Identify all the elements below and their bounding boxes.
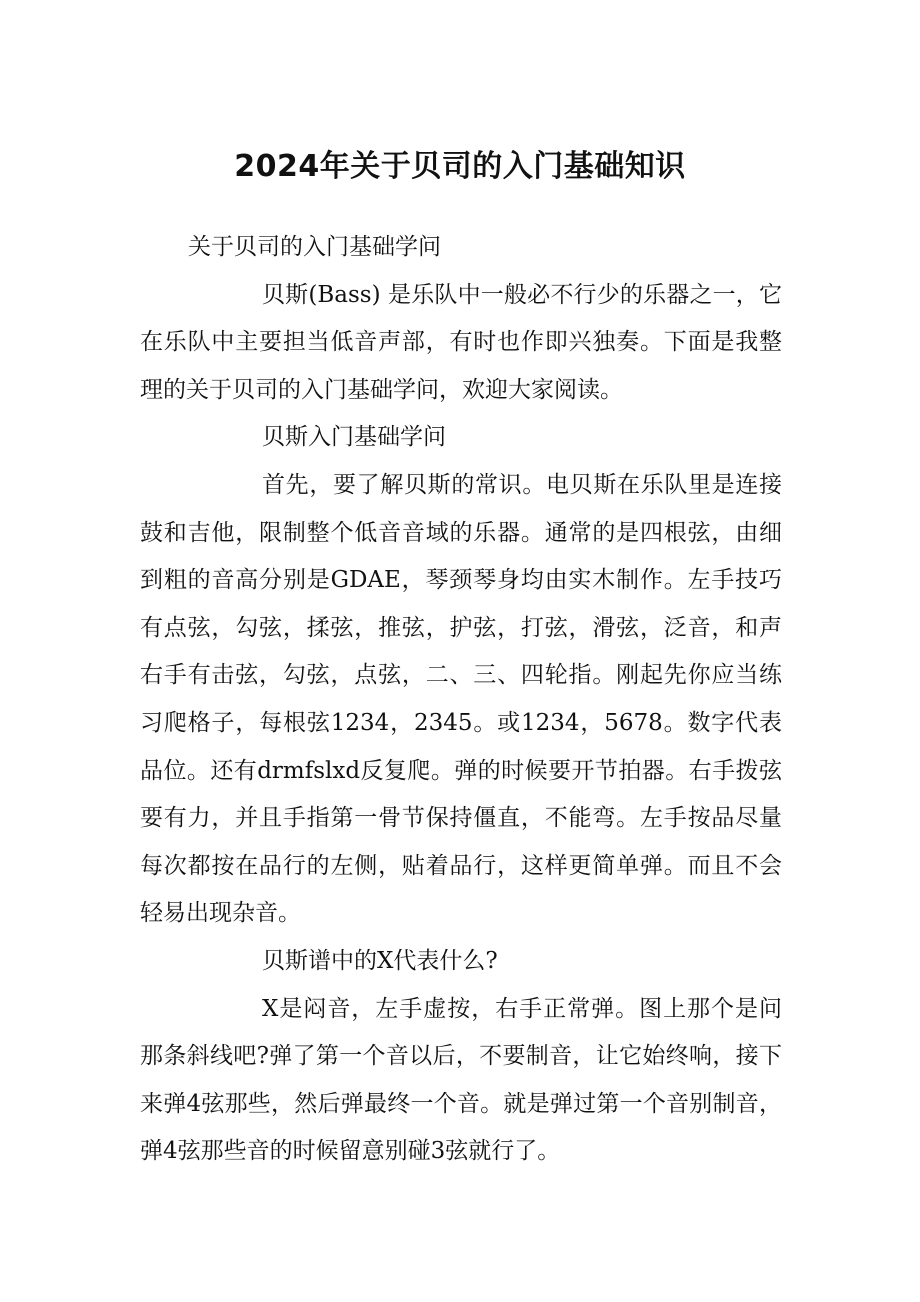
section-subtitle: 关于贝司的入门基础学问 xyxy=(188,234,441,260)
document-body xyxy=(140,224,782,1176)
section-heading-basics: 贝斯入门基础学问 xyxy=(262,424,446,451)
document-title: 2024年关于贝司的入门基础知识 xyxy=(234,149,686,184)
section-heading-x-meaning: 贝斯谱中的X代表什么? xyxy=(262,947,498,974)
intro-paragraph: 贝斯(Bass) 是乐队中一般必不行少的乐器之一，它在乐队中主要担当低音声部，有时也作即兴独奏。下面是我整理的关于贝司的入门基础学问，欢迎大家阅读。 xyxy=(140,281,782,403)
basics-paragraph: 首先，要了解贝斯的常识。电贝斯在乐队里是连接鼓和吉他，限制整个低音音域的乐器。通常的是四根弦，由细到粗的音高分别是GDAE，琴颈琴身均由实木制作。左手技巧有点弦，勾弦，揉弦，推弦，护弦，打弦，滑弦，泛音，和声右手有击弦，勾弦，点弦，二、三、四轮指。刚起先你应当练习爬格子，每根弦1234，2345。或1234，5678。数字代表品位。还有drmfslxd反复爬。弹的时候要开节拍器。右手拨弦要有力，并且手指第一骨节保持僵直，不能弯。左手按品尽量每次都按在品行的左侧，贴着品行，这样更简单弹。而且不会轻易出现杂音。 xyxy=(140,471,782,927)
x-meaning-paragraph: X是闷音，左手虚按，右手正常弹。图上那个是问那条斜线吧?弹了第一个音以后，不要制音，让它始终响，接下来弹4弦那些，然后弹最终一个音。就是弹过第一个音别制音，弹4弦那些音的时候留意别碰3弦就行了。 xyxy=(140,995,782,1165)
